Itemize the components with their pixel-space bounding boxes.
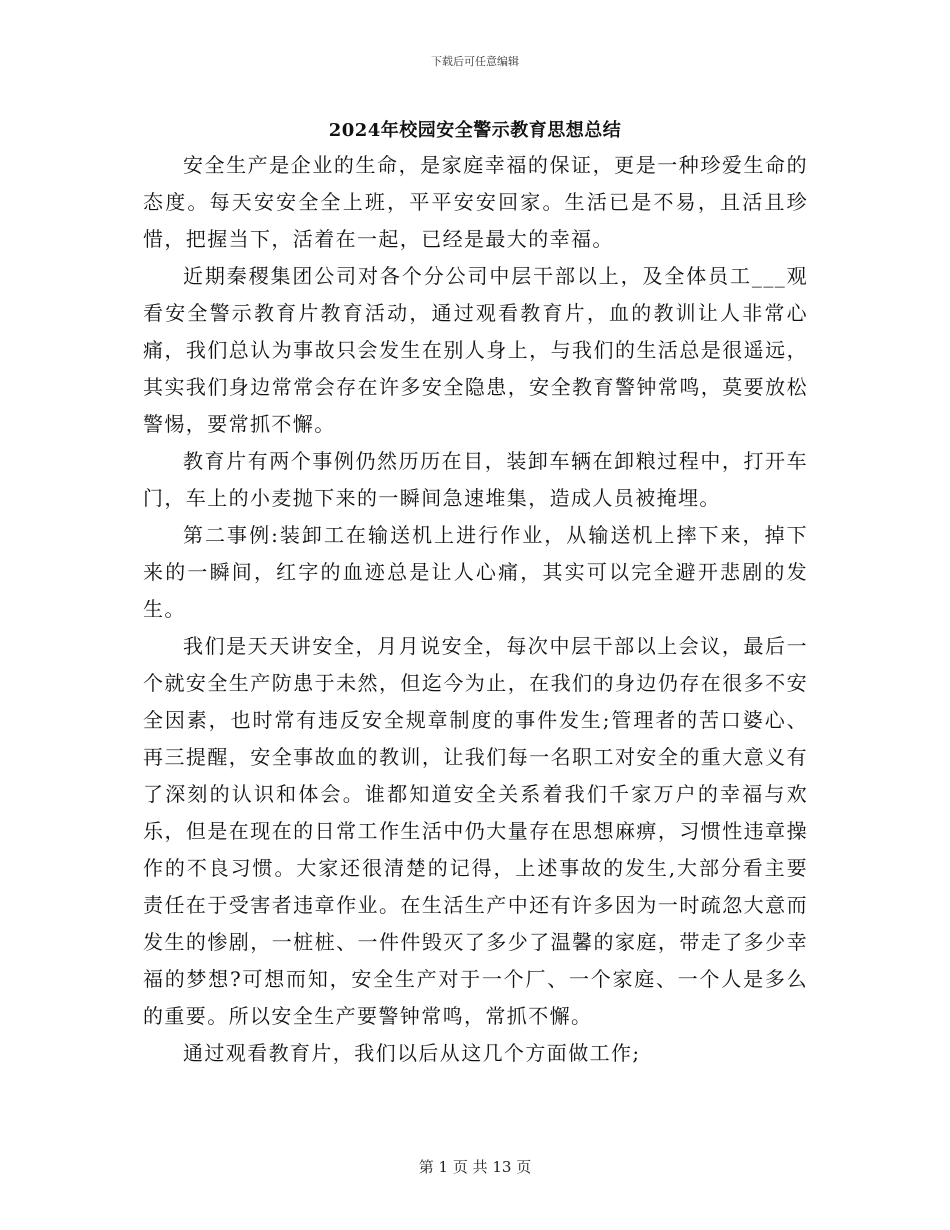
page-number-footer: 第 1 页 共 13 页	[418, 1158, 532, 1176]
page-header-note: 下载后可任意编辑	[431, 55, 519, 68]
paragraph-3: 教育片有两个事例仍然历历在目，装卸车辆在卸粮过程中，打开车门，车上的小麦抛下来的一瞬间急速堆集，造成人员被掩埋。	[143, 449, 808, 510]
paragraph-2: 近期秦稷集团公司对各个分公司中层干部以上，及全体员工___观看安全警示教育片教育活动，通过观看教育片，血的教训让人非常心痛，我们总认为事故只会发生在别人身上，与我们的生活总是很遥远，其实我们身边常常会存在许多安全隐患，安全教育警钟常鸣，莫要放松警惕，要常抓不懈。	[143, 264, 808, 436]
document-body	[143, 147, 808, 1072]
paragraph-1: 安全生产是企业的生命，是家庭幸福的保证，更是一种珍爱生命的态度。每天安安全全上班，平平安安回家。生活已是不易，且活且珍惜，把握当下，活着在一起，已经是最大的幸福。	[143, 153, 808, 251]
paragraph-4: 第二事例:装卸工在输送机上进行作业，从输送机上摔下来，掉下来的一瞬间，红字的血迹总是让人心痛，其实可以完全避开悲剧的发生。	[143, 523, 808, 621]
document-title: 2024年校园安全警示教育思想总结	[328, 120, 622, 141]
paragraph-6: 通过观看教育片，我们以后从这几个方面做工作;	[183, 1041, 641, 1065]
paragraph-5: 我们是天天讲安全，月月说安全，每次中层干部以上会议，最后一个就安全生产防患于未然，但迄今为止，在我们的身边仍存在很多不安全因素，也时常有违反安全规章制度的事件发生;管理者的苦口婆心、再三提醒，安全事故血的教训，让我们每一名职工对安全的重大意义有了深刻的认识和体会。谁都知道安全关系着我们千家万户的幸福与欢乐，但是在现在的日常工作生活中仍大量存在思想麻痹，习惯性违章操作的不良习惯。大家还很清楚的记得，上述事故的发生,大部分看主要责任在于受害者违章作业。在生活生产中还有许多因为一时疏忽大意而发生的惨剧，一桩桩、一件件毁灭了多少了温馨的家庭，带走了多少幸福的梦想?可想而知，安全生产对于一个厂、一个家庭、一个人是多么的重要。所以安全生产要警钟常鸣，常抓不懈。	[143, 634, 808, 1028]
